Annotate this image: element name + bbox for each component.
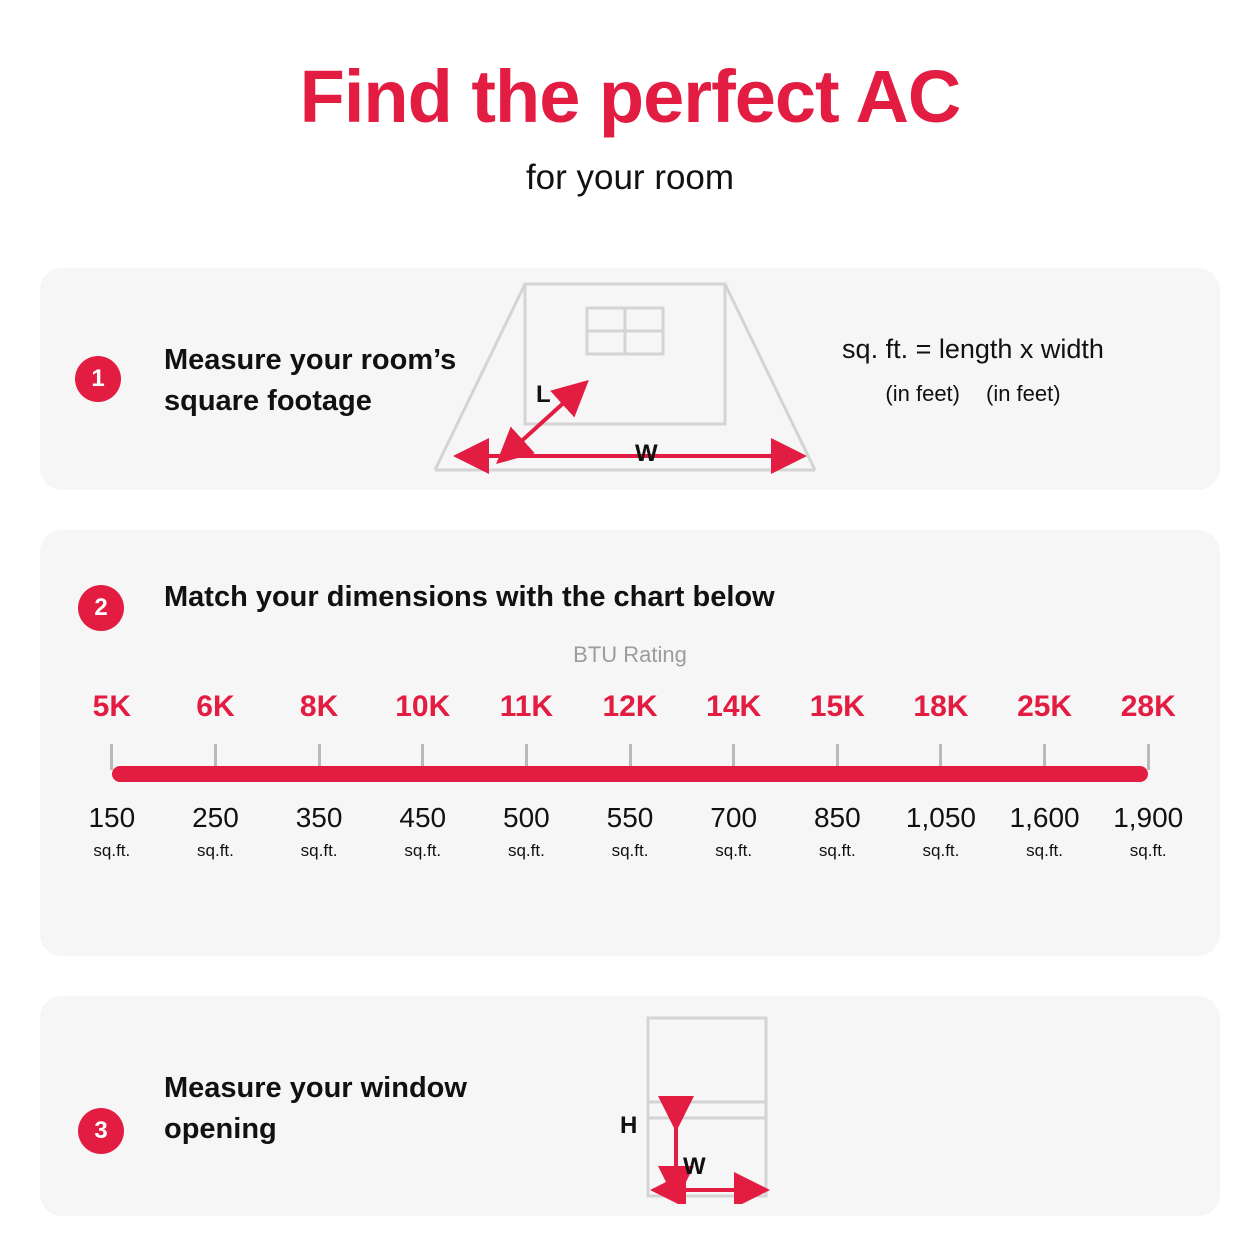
btu-label-text: 28K [1120, 690, 1176, 723]
btu-label-text: 10K [395, 690, 451, 723]
sqft-cell [267, 802, 371, 861]
width-label: W [635, 440, 658, 467]
btu-label [682, 690, 786, 724]
btu-label [889, 690, 993, 724]
step-2-badge: 2 [78, 585, 124, 631]
sqft-value: 1,050 [905, 802, 976, 833]
step-3-badge: 3 [78, 1108, 124, 1154]
sqft-cell [578, 802, 682, 861]
sqft-cell [889, 802, 993, 861]
btu-label-text: 5K [92, 690, 131, 723]
page-title: Find the perfect AC [299, 55, 961, 138]
sqft-cell [475, 802, 579, 861]
btu-label-text: 12K [602, 690, 658, 723]
sqft-cell [785, 802, 889, 861]
window-width-label: W [683, 1153, 706, 1180]
btu-label-text: 14K [706, 690, 762, 723]
sqft-cell [164, 802, 268, 861]
sqft-unit: sq.ft. [507, 841, 545, 860]
step-3-label: Measure your window opening [164, 1072, 467, 1145]
btu-label [785, 690, 889, 724]
step-1-badge: 1 [75, 356, 121, 402]
sqft-unit: sq.ft. [404, 841, 442, 860]
scale-bar [112, 766, 1148, 782]
step-2-label: Match your dimensions with the chart below [164, 581, 775, 613]
btu-label [475, 690, 579, 724]
sqft-value: 500 [503, 802, 550, 833]
btu-label [60, 690, 164, 724]
page-subtitle: for your room [525, 157, 735, 197]
step-2-card [40, 530, 1220, 956]
header [0, 0, 1260, 198]
step-1-card [40, 268, 1220, 490]
formula-note-width: (in feet) [986, 381, 1061, 406]
chart-caption: BTU Rating [573, 642, 687, 667]
btu-label [267, 690, 371, 724]
sqft-unit: sq.ft. [197, 841, 234, 860]
formula-text: sq. ft. = length x width [842, 334, 1104, 364]
sqft-cell [682, 802, 786, 861]
btu-label [164, 690, 268, 724]
btu-label-row [60, 690, 1200, 724]
sqft-cell [371, 802, 475, 861]
sqft-unit: sq.ft. [818, 841, 856, 860]
sqft-cell [1096, 802, 1200, 861]
btu-label [993, 690, 1097, 724]
btu-label-text: 15K [809, 690, 865, 723]
sqft-unit: sq.ft. [611, 841, 649, 860]
sqft-value: 450 [399, 802, 447, 833]
btu-label [371, 690, 475, 724]
sqft-unit: sq.ft. [715, 841, 753, 860]
sqft-value: 250 [192, 802, 239, 833]
sqft-value: 550 [606, 802, 654, 833]
btu-label-text: 11K [499, 690, 554, 723]
btu-label-text: 6K [196, 690, 235, 723]
sqft-cell [60, 802, 164, 861]
formula-note-length: (in feet) [885, 381, 960, 406]
sqft-unit: sq.ft. [1129, 841, 1167, 860]
btu-label-text: 18K [913, 690, 969, 723]
square-footage-formula [758, 334, 1188, 407]
btu-label [1096, 690, 1200, 724]
length-label: L [536, 381, 551, 408]
sqft-unit: sq.ft. [1026, 841, 1064, 860]
sqft-value: 1,900 [1113, 802, 1184, 833]
btu-label [578, 690, 682, 724]
btu-label-text: 25K [1017, 690, 1073, 723]
step-3-card [40, 996, 1220, 1216]
sqft-unit: sq.ft. [93, 841, 131, 860]
btu-scale-chart [60, 690, 1200, 910]
sqft-unit: sq.ft. [300, 841, 338, 860]
sqft-value: 1,600 [1009, 802, 1080, 833]
sqft-label-row [60, 802, 1200, 861]
sqft-unit: sq.ft. [922, 841, 960, 860]
window-icon [587, 308, 663, 354]
window-height-label: H [620, 1112, 638, 1139]
step-1-label: Measure your room’s square footage [164, 344, 457, 417]
sqft-value: 150 [88, 802, 136, 833]
sqft-value: 850 [813, 802, 861, 833]
tick-mark [110, 744, 113, 770]
tick-mark [1147, 744, 1150, 770]
sqft-value: 350 [295, 802, 343, 833]
sqft-cell [993, 802, 1097, 861]
btu-label-text: 8K [299, 690, 339, 723]
sqft-value: 700 [710, 802, 758, 833]
